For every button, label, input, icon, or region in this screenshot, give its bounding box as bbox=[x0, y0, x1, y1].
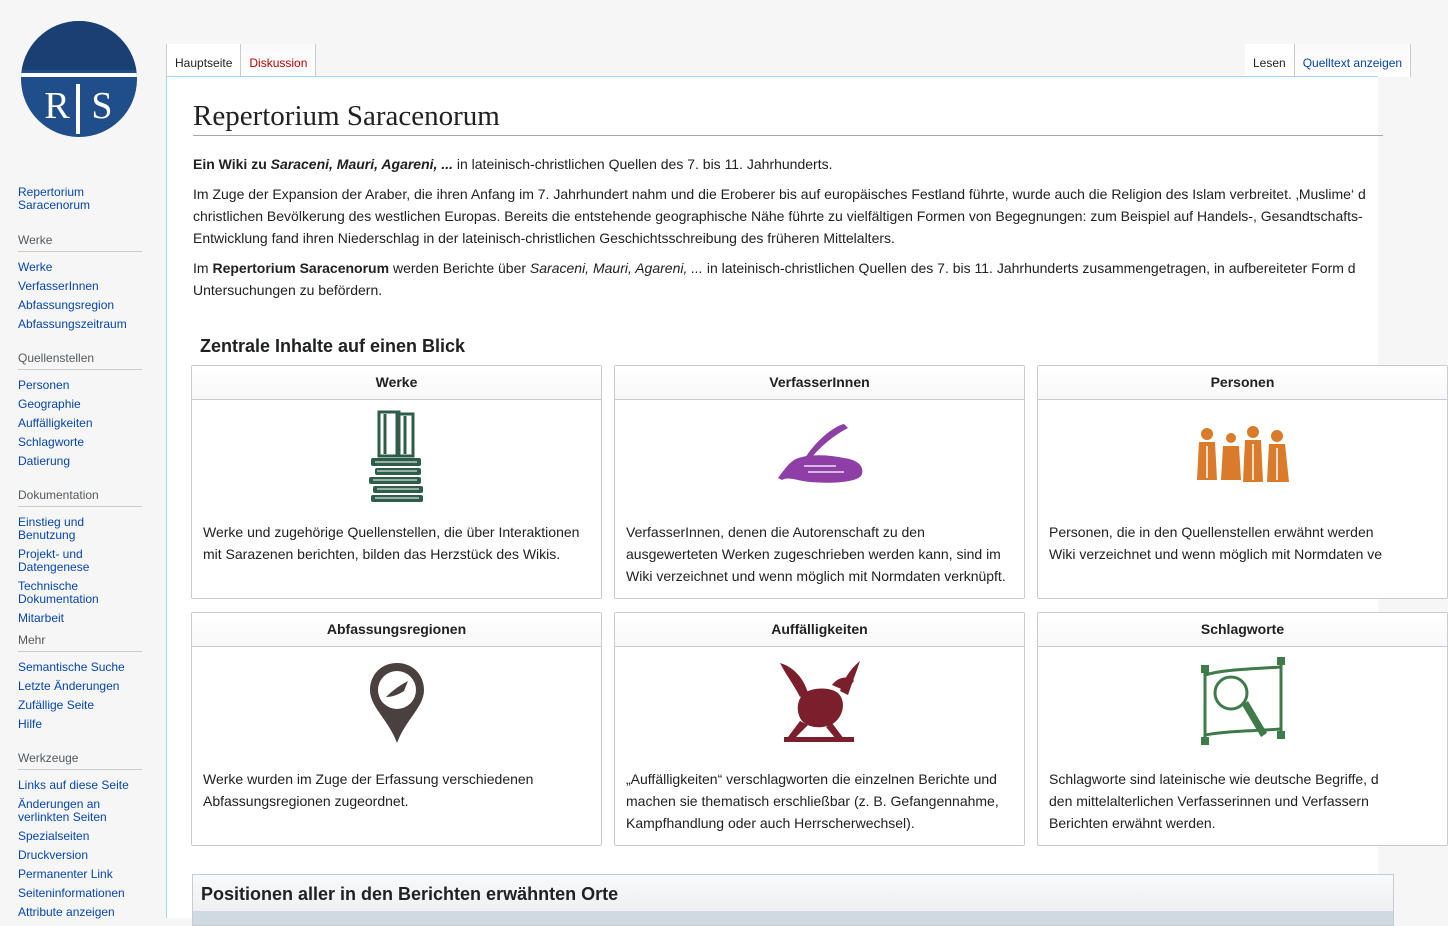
card-description bbox=[1049, 521, 1444, 565]
nav-link-zufaellige-seite[interactable]: Zufällige Seite bbox=[18, 698, 95, 712]
p3-a: Im bbox=[193, 260, 213, 276]
view-tabs bbox=[1245, 44, 1411, 77]
magnifier-scroll-icon[interactable] bbox=[1195, 655, 1291, 747]
main-page-link-text[interactable]: Repertorium Saracenorum bbox=[18, 185, 91, 212]
card-line: Kampfhandlung oder auch Herrscherwechsel). bbox=[626, 815, 915, 831]
nav-link-verfasserinnen[interactable]: VerfasserInnen bbox=[18, 279, 99, 293]
card-personen[interactable] bbox=[1037, 365, 1448, 599]
card-line: den mittelalterlichen Verfasserinnen und Verfassern bbox=[1049, 793, 1369, 809]
intro-bold-italic: Saraceni, Mauri, Agareni, ... bbox=[270, 156, 453, 172]
portal-quellenstellen bbox=[18, 351, 142, 471]
map-pin-icon[interactable] bbox=[368, 661, 426, 745]
portal-werke bbox=[18, 233, 142, 334]
card-line: machen sie thematisch erschließbar (z. B. Gefangennahme, bbox=[626, 793, 999, 809]
nav-link-seiteninformationen[interactable]: Seiteninformationen bbox=[18, 886, 125, 900]
p3-c: in lateinisch-christlichen Quellen des 7. bis 11. Jahrhunderts zusammengetragen, in aufbereiteter Form d bbox=[702, 260, 1356, 276]
card-title[interactable]: Werke bbox=[192, 366, 601, 400]
card-description bbox=[203, 768, 598, 812]
history-paragraph bbox=[193, 183, 1393, 249]
card-abfassungsregionen[interactable] bbox=[191, 612, 602, 846]
p3-italic: Saraceni, Mauri, Agareni, ... bbox=[529, 260, 703, 276]
tab-hauptseite[interactable]: Hauptseite bbox=[166, 44, 241, 77]
card-line: „Auffälligkeiten“ verschlagworten die einzelnen Berichte und bbox=[626, 771, 997, 787]
people-group-icon[interactable] bbox=[1193, 420, 1293, 490]
map-preview[interactable] bbox=[193, 911, 1393, 925]
history-line-3: Entwicklung fand ihren Niederschlag in der lateinisch-christlichen Geschichtsschreibung des früheren Mittelalters. bbox=[193, 230, 895, 246]
logo-letter-r: R bbox=[44, 85, 70, 127]
card-line: Personen, die in den Quellenstellen erwähnt werden bbox=[1049, 524, 1374, 540]
nav-link-spezialseiten[interactable]: Spezialseiten bbox=[18, 829, 90, 843]
card-werke[interactable] bbox=[191, 365, 602, 599]
portal-mehr bbox=[18, 633, 142, 734]
content-area bbox=[166, 76, 1383, 918]
nav-link-semantische-suche[interactable]: Semantische Suche bbox=[18, 660, 125, 674]
card-line: Werke wurden im Zuge der Erfassung verschiedenen bbox=[203, 771, 534, 787]
tab-diskussion[interactable]: Diskussion bbox=[241, 44, 316, 77]
card-title[interactable]: Abfassungsregionen bbox=[192, 613, 601, 647]
tab-quelltext[interactable]: Quelltext anzeigen bbox=[1295, 44, 1411, 77]
card-line: Wiki verzeichnet und wenn möglich mit Normdaten ve bbox=[1049, 546, 1383, 562]
intro-bold: Ein Wiki zu bbox=[193, 156, 271, 172]
nav-link-werke[interactable]: Werke bbox=[18, 260, 53, 274]
card-title[interactable]: Schlagworte bbox=[1038, 613, 1447, 647]
nav-link-projekt[interactable]: Projekt- und Datengenese bbox=[18, 547, 90, 574]
nav-link-personen[interactable]: Personen bbox=[18, 378, 70, 392]
nav-link-technische-dokumentation[interactable]: Technische Dokumentation bbox=[18, 579, 99, 606]
intro-rest: in lateinisch-christlichen Quellen des 7. bis 11. Jahrhunderts. bbox=[452, 156, 833, 172]
card-line: ausgewerteten Werken zugeschrieben werden kann, sind im bbox=[626, 546, 1001, 562]
card-line: Abfassungsregionen zugeordnet. bbox=[203, 793, 409, 809]
nav-link-aenderungen-verlinkt[interactable]: Änderungen an verlinkten Seiten bbox=[18, 797, 107, 824]
nav-link-schlagworte[interactable]: Schlagworte bbox=[18, 435, 85, 449]
repertorium-paragraph bbox=[193, 257, 1393, 301]
nav-link-abfassungsregion[interactable]: Abfassungsregion bbox=[18, 298, 115, 312]
page-title: Repertorium Saracenorum bbox=[193, 100, 1383, 136]
section-title: Zentrale Inhalte auf einen Blick bbox=[200, 336, 466, 356]
card-title[interactable]: Auffälligkeiten bbox=[615, 613, 1024, 647]
map-section-title: Positionen aller in den Berichten erwähnten Orte bbox=[201, 884, 619, 904]
nav-link-druckversion[interactable]: Druckversion bbox=[18, 848, 89, 862]
nav-link-einstieg[interactable]: Einstieg und Benutzung bbox=[18, 515, 85, 542]
logo-letter-s: S bbox=[91, 85, 113, 127]
card-description bbox=[1049, 768, 1444, 834]
card-verfasserinnen[interactable] bbox=[614, 365, 1025, 599]
portal-heading: Dokumentation bbox=[18, 488, 142, 507]
card-schlagworte[interactable] bbox=[1037, 612, 1448, 846]
nav-link-attribute-anzeigen[interactable]: Attribute anzeigen bbox=[18, 905, 115, 919]
card-description bbox=[626, 521, 1021, 587]
card-description bbox=[626, 768, 1021, 834]
portal-dokumentation bbox=[18, 488, 142, 628]
nav-link-mitarbeit[interactable]: Mitarbeit bbox=[18, 611, 65, 625]
portal-heading: Mehr bbox=[18, 633, 142, 652]
portal-werkzeuge bbox=[18, 751, 142, 922]
nav-link-auffaelligkeiten[interactable]: Auffälligkeiten bbox=[18, 416, 93, 430]
p3-b: werden Berichte über bbox=[389, 260, 530, 276]
portal-heading: Quellenstellen bbox=[18, 351, 142, 370]
nav-link-permanenter-link[interactable]: Permanenter Link bbox=[18, 867, 113, 881]
card-line: Werke und zugehörige Quellenstellen, die über Interaktionen bbox=[203, 524, 580, 540]
card-line: Wiki verzeichnet und wenn möglich mit Normdaten verknüpft. bbox=[626, 568, 1006, 584]
map-section bbox=[192, 874, 1394, 926]
books-icon[interactable] bbox=[367, 408, 427, 504]
history-line-1: Im Zuge der Expansion der Araber, die ihren Anfang im 7. Jahrhundert nahm und die Eroberer bis auf europäisches Festland führte, wurde auch die Religion des Islam verbreitet. ‚Muslime‘ d bbox=[193, 186, 1366, 202]
namespace-tabs bbox=[166, 44, 316, 77]
nav-link-datierung[interactable]: Datierung bbox=[18, 454, 71, 468]
nav-link-links-auf-diese-seite[interactable]: Links auf diese Seite bbox=[18, 778, 129, 792]
main-page-link[interactable] bbox=[18, 186, 128, 212]
nav-link-letzte-aenderungen[interactable]: Letzte Änderungen bbox=[18, 679, 120, 693]
card-description bbox=[203, 521, 598, 565]
card-auffaelligkeiten[interactable] bbox=[614, 612, 1025, 846]
card-line: Berichten erwähnt werden. bbox=[1049, 815, 1216, 831]
card-title[interactable]: VerfasserInnen bbox=[615, 366, 1024, 400]
nav-link-geographie[interactable]: Geographie bbox=[18, 397, 81, 411]
logo-icon[interactable] bbox=[18, 18, 140, 140]
p3-line2: Untersuchungen zu befördern. bbox=[193, 282, 383, 298]
card-line: Schlagworte sind lateinische wie deutsche Begriffe, d bbox=[1049, 771, 1379, 787]
tab-lesen[interactable]: Lesen bbox=[1245, 44, 1295, 77]
quill-hand-icon[interactable] bbox=[774, 420, 866, 486]
nav-link-hilfe[interactable]: Hilfe bbox=[18, 717, 43, 731]
card-title[interactable]: Personen bbox=[1038, 366, 1447, 400]
dragon-icon[interactable] bbox=[774, 657, 866, 745]
p3-bold: Repertorium Saracenorum bbox=[212, 260, 390, 276]
history-line-2: christlichen Bevölkerung des westlichen Europas. Bereits die entstehende geographische Nähe führte zu vielfältigen Formen von Begegnungen: zum Beispiel auf Handels-, Gesandtschafts- bbox=[193, 208, 1363, 224]
portal-heading: Werke bbox=[18, 233, 142, 252]
intro-paragraph bbox=[193, 153, 1393, 175]
card-line: mit Sarazenen berichten, bilden das Herzstück des Wikis. bbox=[203, 546, 561, 562]
nav-link-abfassungszeitraum[interactable]: Abfassungszeitraum bbox=[18, 317, 127, 331]
portal-heading: Werkzeuge bbox=[18, 751, 142, 770]
card-line: VerfasserInnen, denen die Autorenschaft zu den bbox=[626, 524, 925, 540]
